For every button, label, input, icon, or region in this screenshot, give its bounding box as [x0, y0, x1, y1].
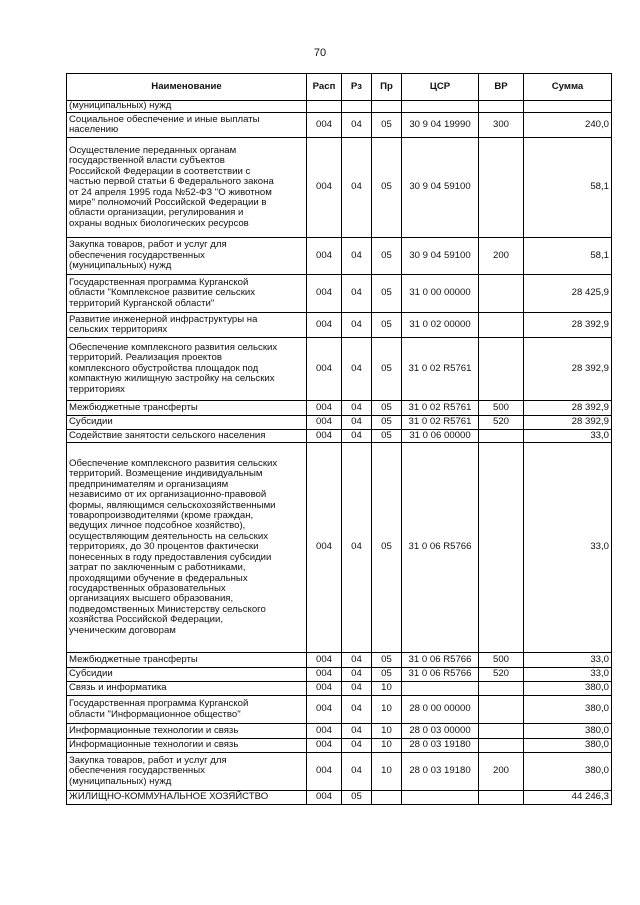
- row-name-line: Закупка товаров, работ и услуг для: [69, 239, 227, 251]
- row-csr-cell: 31 0 02 R5761: [402, 401, 479, 416]
- row-name-line: Межбюджетные трансферты: [69, 401, 198, 413]
- row-sum-cell: 33,0: [524, 443, 612, 653]
- row-pr-cell: 05: [372, 313, 402, 338]
- row-pr-cell: 05: [372, 275, 402, 313]
- row-rz-cell: 04: [342, 275, 372, 313]
- row-name-line: обеспечения государственных: [69, 765, 205, 777]
- row-rasp-cell: 004: [307, 724, 342, 739]
- row-pr-cell: 05: [372, 238, 402, 275]
- row-name-line: организациях высшего образования,: [69, 593, 234, 605]
- row-name-line: территорий. Реализация проектов: [69, 352, 222, 364]
- row-rz-cell: 04: [342, 238, 372, 275]
- row-csr-cell: 30 9 04 59100: [402, 138, 479, 238]
- row-name-cell: [67, 238, 307, 275]
- row-csr-cell: 30 9 04 59100: [402, 238, 479, 275]
- row-vr-cell: 200: [479, 238, 524, 275]
- row-rasp-cell: 004: [307, 739, 342, 753]
- row-name-line: ведущих личное подсобное хозяйство),: [69, 520, 246, 532]
- row-pr-cell: 05: [372, 338, 402, 401]
- row-pr-cell: 10: [372, 696, 402, 724]
- table-row: [67, 313, 612, 338]
- row-sum-cell: 58,1: [524, 238, 612, 275]
- row-rasp-cell: 004: [307, 313, 342, 338]
- row-pr-cell: 05: [372, 443, 402, 653]
- row-csr-cell: 31 0 02 R5761: [402, 338, 479, 401]
- row-name-line: Закупка товаров, работ и услуг для: [69, 754, 227, 766]
- column-header-rz: Рз: [342, 74, 372, 101]
- row-rz-cell: [342, 101, 372, 113]
- row-sum-cell: 28 425,9: [524, 275, 612, 313]
- table-row: [67, 275, 612, 313]
- row-rasp-cell: 004: [307, 668, 342, 682]
- row-vr-cell: [479, 443, 524, 653]
- row-name-line: комплексного обустройства площадок под: [69, 362, 259, 374]
- row-vr-cell: [479, 682, 524, 696]
- table-row: [67, 430, 612, 443]
- table-row: [67, 753, 612, 791]
- table-row: [67, 416, 612, 430]
- table-row: [67, 791, 612, 805]
- row-csr-cell: [402, 791, 479, 805]
- row-csr-cell: 30 9 04 19990: [402, 113, 479, 138]
- row-pr-cell: 05: [372, 416, 402, 430]
- row-name-line: (муниципальных) нужд: [69, 100, 172, 112]
- row-vr-cell: [479, 696, 524, 724]
- row-name-cell: [67, 113, 307, 138]
- row-sum-cell: 28 392,9: [524, 416, 612, 430]
- row-rasp-cell: 004: [307, 443, 342, 653]
- row-name-line: Государственная программа Курганской: [69, 276, 249, 288]
- row-name-line: от 24 апреля 1995 года №52-ФЗ "О животном: [69, 186, 272, 198]
- row-vr-cell: [479, 138, 524, 238]
- row-name-line: сельских территориях: [69, 324, 168, 335]
- row-rz-cell: 04: [342, 668, 372, 682]
- row-name-line: затрат по заключенным с работниками,: [69, 562, 246, 574]
- table-row: [67, 739, 612, 753]
- row-vr-cell: 500: [479, 401, 524, 416]
- row-vr-cell: [479, 430, 524, 443]
- table-row: [67, 401, 612, 416]
- row-sum-cell: 380,0: [524, 696, 612, 724]
- row-csr-cell: 28 0 00 00000: [402, 696, 479, 724]
- row-rasp-cell: 004: [307, 682, 342, 696]
- row-name-line: осуществляющим деятельность на сельских: [69, 530, 268, 542]
- row-name-cell: [67, 724, 307, 739]
- row-sum-cell: 28 392,9: [524, 401, 612, 416]
- row-name-line: Межбюджетные трансферты: [69, 653, 198, 665]
- row-sum-cell: 380,0: [524, 739, 612, 753]
- row-rasp-cell: 004: [307, 138, 342, 238]
- row-rz-cell: 04: [342, 682, 372, 696]
- budget-table: [66, 73, 612, 805]
- row-rasp-cell: [307, 101, 342, 113]
- row-csr-cell: 31 0 06 00000: [402, 430, 479, 443]
- row-sum-cell: 28 392,9: [524, 338, 612, 401]
- row-sum-cell: 44 246,3: [524, 791, 612, 805]
- row-rasp-cell: 004: [307, 238, 342, 275]
- row-name-line: проходящими обучение в федеральных: [69, 572, 248, 584]
- row-csr-cell: 31 0 02 00000: [402, 313, 479, 338]
- table-row: [67, 696, 612, 724]
- row-name-cell: [67, 338, 307, 401]
- row-rz-cell: 05: [342, 791, 372, 805]
- row-name-line: Российской Федерации в соответствии с: [69, 165, 251, 177]
- row-name-cell: [67, 682, 307, 696]
- row-name-cell: [67, 739, 307, 753]
- row-csr-cell: 28 0 03 00000: [402, 724, 479, 739]
- row-name-line: товаропроизводителями (кроме граждан,: [69, 510, 254, 522]
- row-name-line: государственной власти субъектов: [69, 155, 225, 167]
- row-name-line: Субсидии: [69, 416, 113, 428]
- row-csr-cell: 31 0 06 R5766: [402, 443, 479, 653]
- row-pr-cell: 05: [372, 113, 402, 138]
- row-name-line: (муниципальных) нужд: [69, 260, 172, 272]
- table-body: [67, 101, 612, 805]
- row-rasp-cell: 004: [307, 275, 342, 313]
- row-name-cell: [67, 430, 307, 443]
- table-row: [67, 724, 612, 739]
- row-pr-cell: 10: [372, 682, 402, 696]
- row-name-line: Информационные технологии и связь: [69, 724, 239, 736]
- row-name-line: территориях: [69, 383, 125, 395]
- table-row: [67, 653, 612, 668]
- row-name-line: Информационные технологии и связь: [69, 739, 239, 751]
- row-name-cell: [67, 668, 307, 682]
- row-name-line: подведомственных Министерству сельского: [69, 603, 266, 615]
- row-csr-cell: 28 0 03 19180: [402, 753, 479, 791]
- row-name-cell: [67, 416, 307, 430]
- row-sum-cell: 380,0: [524, 753, 612, 791]
- row-name-line: области "Комплексное развитие сельских: [69, 287, 256, 299]
- row-name-cell: [67, 313, 307, 338]
- row-csr-cell: 31 0 06 R5766: [402, 653, 479, 668]
- row-name-line: территориях, до 30 процентов фактически: [69, 541, 259, 553]
- row-sum-cell: 33,0: [524, 668, 612, 682]
- row-vr-cell: [479, 338, 524, 401]
- row-sum-cell: 33,0: [524, 653, 612, 668]
- row-name-line: Государственная программа Курганской: [69, 698, 249, 710]
- row-rz-cell: 04: [342, 430, 372, 443]
- row-name-line: Социальное обеспечение и иные выплаты: [69, 113, 260, 125]
- row-rz-cell: 04: [342, 416, 372, 430]
- row-csr-cell: 28 0 03 19180: [402, 739, 479, 753]
- row-csr-cell: 31 0 00 00000: [402, 275, 479, 313]
- row-csr-cell: [402, 682, 479, 696]
- row-name-line: ЖИЛИЩНО-КОММУНАЛЬНОЕ ХОЗЯЙСТВО: [69, 791, 269, 803]
- row-rz-cell: 04: [342, 753, 372, 791]
- column-header-name: Наименование: [67, 74, 307, 101]
- row-rz-cell: 04: [342, 338, 372, 401]
- row-rasp-cell: 004: [307, 791, 342, 805]
- row-vr-cell: [479, 791, 524, 805]
- row-csr-cell: 31 0 06 R5766: [402, 668, 479, 682]
- table-row: [67, 101, 612, 113]
- column-header-vr: ВР: [479, 74, 524, 101]
- row-name-cell: [67, 753, 307, 791]
- row-sum-cell: 380,0: [524, 682, 612, 696]
- row-name-line: мире" полномочий Российской Федерации в: [69, 196, 267, 208]
- row-name-line: области организации, регулирования и: [69, 207, 244, 219]
- row-sum-cell: 58,1: [524, 138, 612, 238]
- table-row: [67, 113, 612, 138]
- row-rasp-cell: 004: [307, 416, 342, 430]
- row-rz-cell: 04: [342, 113, 372, 138]
- row-name-line: территорий. Возмещение индивидуальным: [69, 468, 263, 480]
- row-rasp-cell: 004: [307, 401, 342, 416]
- row-vr-cell: 200: [479, 753, 524, 791]
- row-name-cell: [67, 443, 307, 653]
- row-rz-cell: 04: [342, 739, 372, 753]
- header-row: [67, 74, 612, 101]
- row-rasp-cell: 004: [307, 430, 342, 443]
- row-rz-cell: 04: [342, 401, 372, 416]
- table-row: [67, 238, 612, 275]
- row-name-cell: [67, 653, 307, 668]
- row-rz-cell: 04: [342, 653, 372, 668]
- row-name-line: территорий Курганской области": [69, 297, 215, 309]
- row-rasp-cell: 004: [307, 113, 342, 138]
- row-rz-cell: 04: [342, 443, 372, 653]
- row-sum-cell: [524, 101, 612, 113]
- row-pr-cell: [372, 791, 402, 805]
- row-rasp-cell: 004: [307, 338, 342, 401]
- table-row: [67, 338, 612, 401]
- row-pr-cell: [372, 101, 402, 113]
- row-name-line: Обеспечение комплексного развития сельских: [69, 341, 278, 353]
- column-header-rasp: Расп: [307, 74, 342, 101]
- row-name-cell: [67, 401, 307, 416]
- row-name-line: независимо от их организационно-правовой: [69, 489, 267, 501]
- row-name-cell: [67, 275, 307, 313]
- table-row: [67, 668, 612, 682]
- row-vr-cell: 500: [479, 653, 524, 668]
- row-rasp-cell: 004: [307, 653, 342, 668]
- row-rz-cell: 04: [342, 724, 372, 739]
- row-name-cell: [67, 101, 307, 113]
- row-sum-cell: 380,0: [524, 724, 612, 739]
- row-pr-cell: 05: [372, 430, 402, 443]
- row-vr-cell: [479, 275, 524, 313]
- table-row: [67, 443, 612, 653]
- row-pr-cell: 10: [372, 753, 402, 791]
- column-header-sum: Сумма: [524, 74, 612, 101]
- row-pr-cell: 05: [372, 668, 402, 682]
- row-name-line: обеспечения государственных: [69, 249, 205, 261]
- row-name-line: понесенных в году предоставления субсидии: [69, 551, 272, 563]
- row-vr-cell: [479, 313, 524, 338]
- page-number: 70: [313, 47, 327, 59]
- row-rasp-cell: 004: [307, 753, 342, 791]
- row-name-line: частью первой статьи 6 Федерального закона: [69, 176, 274, 188]
- row-name-line: охраны водных биологических ресурсов: [69, 217, 249, 229]
- row-name-line: предпринимателям и организациям: [69, 478, 229, 490]
- row-name-line: Субсидии: [69, 668, 113, 680]
- row-pr-cell: 05: [372, 401, 402, 416]
- row-vr-cell: 520: [479, 416, 524, 430]
- row-rz-cell: 04: [342, 696, 372, 724]
- row-name-line: Содействие занятости сельского населения: [69, 429, 266, 441]
- row-name-line: (муниципальных) нужд: [69, 775, 172, 787]
- row-name-line: формы, являющимся сельскохозяйственными: [69, 499, 276, 511]
- row-pr-cell: 10: [372, 739, 402, 753]
- row-vr-cell: [479, 724, 524, 739]
- row-name-line: Связь и информатика: [69, 682, 167, 694]
- row-name-line: хозяйства Российской Федерации,: [69, 614, 224, 626]
- row-csr-cell: [402, 101, 479, 113]
- row-name-line: населению: [69, 124, 119, 135]
- row-vr-cell: [479, 739, 524, 753]
- row-sum-cell: 33,0: [524, 430, 612, 443]
- row-sum-cell: 28 392,9: [524, 313, 612, 338]
- row-rz-cell: 04: [342, 313, 372, 338]
- row-name-line: ученическим договорам: [69, 624, 176, 636]
- row-name-cell: [67, 791, 307, 805]
- row-pr-cell: 05: [372, 653, 402, 668]
- row-name-line: области "Информационное общество": [69, 708, 241, 720]
- row-vr-cell: 300: [479, 113, 524, 138]
- row-sum-cell: 240,0: [524, 113, 612, 138]
- row-rz-cell: 04: [342, 138, 372, 238]
- table-row: [67, 138, 612, 238]
- row-name-line: Развитие инженерной инфраструктуры на: [69, 313, 258, 325]
- row-name-cell: [67, 696, 307, 724]
- row-pr-cell: 10: [372, 724, 402, 739]
- table-row: [67, 682, 612, 696]
- row-vr-cell: 520: [479, 668, 524, 682]
- row-rasp-cell: 004: [307, 696, 342, 724]
- row-name-cell: [67, 138, 307, 238]
- row-name-line: Обеспечение комплексного развития сельских: [69, 458, 278, 470]
- row-name-line: компактную жилищную застройку на сельских: [69, 373, 275, 385]
- column-header-pr: Пр: [372, 74, 402, 101]
- column-header-csr: ЦСР: [402, 74, 479, 101]
- row-name-line: Осуществление переданных органам: [69, 144, 237, 156]
- row-csr-cell: 31 0 02 R5761: [402, 416, 479, 430]
- row-vr-cell: [479, 101, 524, 113]
- row-name-line: государственных образовательных: [69, 582, 226, 594]
- row-pr-cell: 05: [372, 138, 402, 238]
